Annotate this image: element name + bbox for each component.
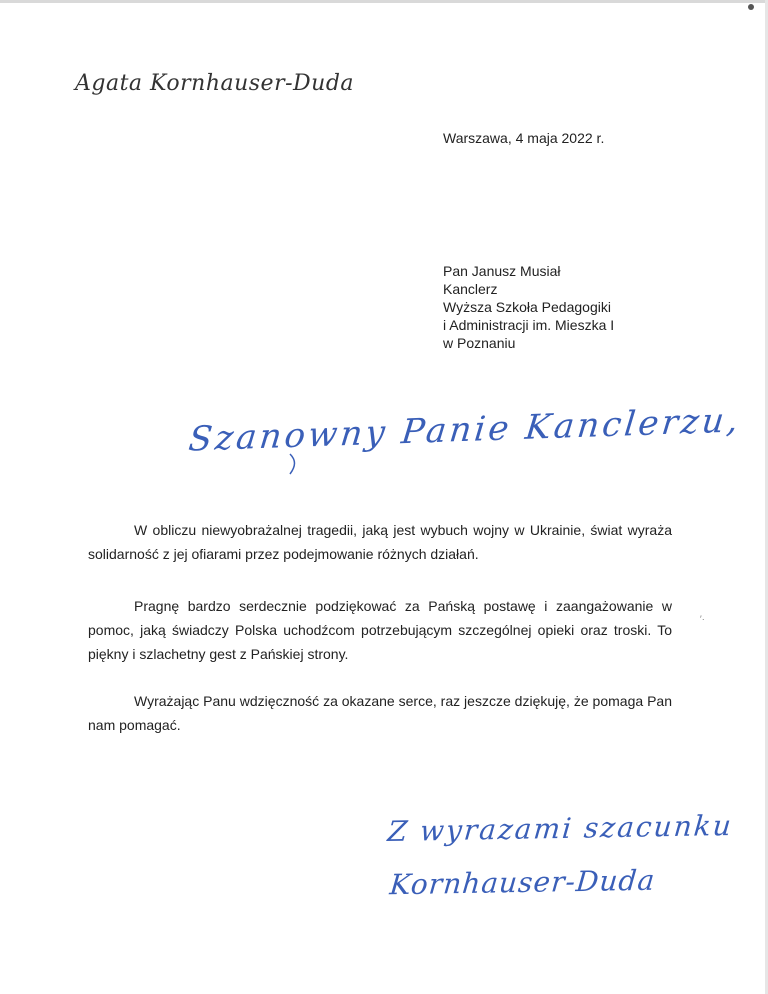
handwritten-salutation: Szanowny Panie Kanclerzu, — [186, 400, 743, 460]
body-paragraph: W obliczu niewyobrażalnej tragedii, jaką jest wybuch wojny w Ukrainie, świat wyraża solidarność z jej ofiarami przez podejmowanie różnych działań. — [88, 522, 672, 562]
recipient-line: i Administracji im. Mieszka I — [443, 317, 615, 333]
recipient-address — [443, 262, 614, 352]
body-paragraph: Pragnę bardzo serdecznie podziękować za Pańską postawę i zaangażowanie w pomoc, jaką świadczy Polska uchodźcom potrzebującym szczególnej opieki oraz troski. To piękny i szlachetny gest z Pańskiej strony. — [88, 598, 672, 662]
recipient-line: Pan Janusz Musiał — [443, 263, 561, 279]
scan-mark: ′· — [700, 614, 705, 624]
recipient-line: w Poznaniu — [443, 335, 516, 351]
letterhead-name: Agata Kornhauser-Duda — [75, 71, 355, 96]
handwriting-stroke — [286, 452, 300, 476]
recipient-line: Kanclerz — [443, 281, 498, 297]
scan-edge-top — [0, 0, 768, 3]
body-paragraph: Wyrażając Panu wdzięczność za okazane serce, raz jeszcze dziękuję, że pomaga Pan nam pomagać. — [88, 693, 672, 733]
letter-date: Warszawa, 4 maja 2022 r. — [443, 130, 605, 146]
signature: Kornhauser-Duda — [388, 863, 657, 902]
scan-speck — [748, 4, 754, 10]
recipient-line: Wyższa Szkoła Pedagogiki — [443, 299, 611, 315]
handwritten-closing: Z wyrazami szacunku — [386, 808, 735, 849]
